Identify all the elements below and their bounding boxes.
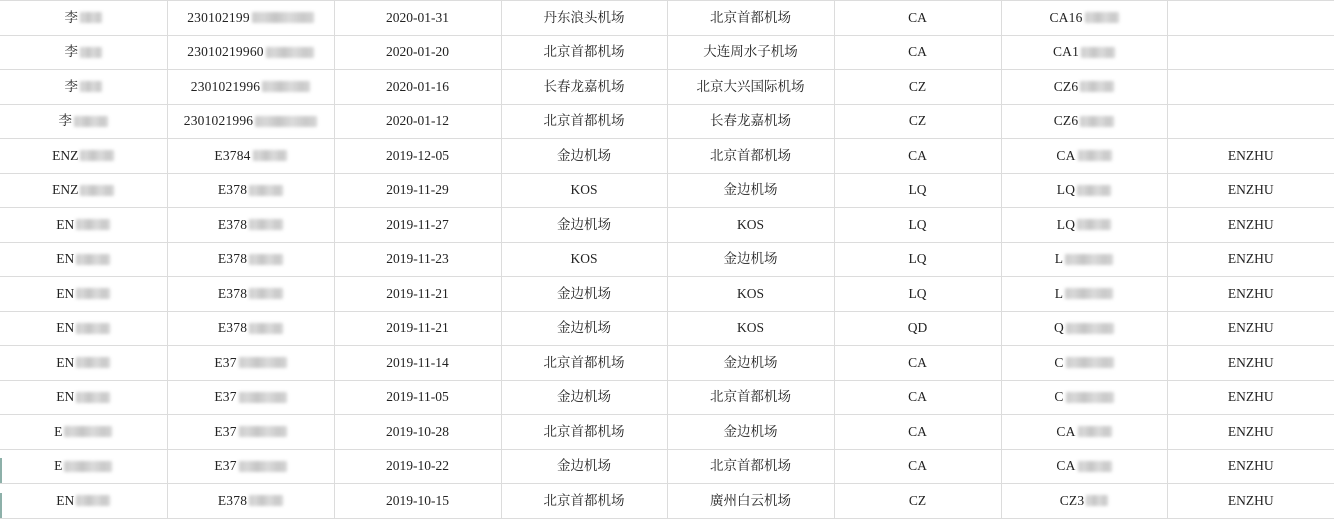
cell-name <box>0 346 167 381</box>
cell-name-text: 李 <box>64 78 78 94</box>
redaction-blur <box>76 288 110 299</box>
cell-departure-airport <box>501 1 667 36</box>
cell-arrival-airport-text: 北京首都机场 <box>710 458 791 474</box>
row-selection-marker <box>0 458 2 483</box>
cell-airline-text: CA <box>908 147 927 163</box>
table-row[interactable] <box>0 380 1334 415</box>
cell-id <box>167 311 334 346</box>
redaction-blur <box>76 219 110 230</box>
cell-airline-text: CZ <box>908 78 927 94</box>
cell-airline-text: CZ <box>908 113 927 129</box>
table-row[interactable] <box>0 208 1334 243</box>
cell-id <box>167 277 334 312</box>
redaction-blur <box>80 12 102 23</box>
cell-date <box>334 380 501 415</box>
cell-tag-text: ENZHU <box>1227 320 1274 336</box>
cell-id <box>167 104 334 139</box>
cell-flight-number-text: L <box>1054 251 1064 267</box>
cell-arrival-airport-text: 北京首都机场 <box>710 147 791 163</box>
cell-tag <box>1167 208 1334 243</box>
cell-flight-number-text: C <box>1054 389 1064 405</box>
redaction-blur <box>76 495 110 506</box>
cell-departure-airport <box>501 415 667 450</box>
cell-airline-text: CA <box>908 354 927 370</box>
cell-id-text: E37 <box>214 458 237 474</box>
cell-flight-number-text: CA <box>1056 458 1076 474</box>
redaction-blur <box>262 81 310 92</box>
cell-arrival-airport-text: 北京大兴国际机场 <box>696 78 805 94</box>
redaction-blur <box>255 116 317 127</box>
cell-flight-number <box>1001 35 1167 70</box>
cell-flight-number-text: CZ6 <box>1053 78 1079 94</box>
cell-flight-number <box>1001 173 1167 208</box>
cell-name <box>0 35 167 70</box>
redaction-blur <box>1078 461 1112 472</box>
redaction-blur <box>249 323 283 334</box>
redaction-blur <box>239 426 287 437</box>
cell-name-text: 李 <box>58 113 72 129</box>
table-row[interactable] <box>0 173 1334 208</box>
cell-flight-number-text: LQ <box>1056 216 1076 232</box>
cell-tag <box>1167 242 1334 277</box>
cell-date <box>334 346 501 381</box>
cell-name <box>0 104 167 139</box>
cell-name <box>0 484 167 519</box>
cell-id-text: E378 <box>217 320 248 336</box>
cell-name-text: 李 <box>64 9 78 25</box>
cell-arrival-airport <box>667 346 834 381</box>
cell-date-text: 2019-10-15 <box>386 492 449 508</box>
redaction-blur <box>64 461 112 472</box>
cell-tag <box>1167 139 1334 174</box>
redaction-blur <box>80 47 102 58</box>
cell-departure-airport <box>501 208 667 243</box>
table-row[interactable] <box>0 346 1334 381</box>
cell-arrival-airport-text: 金边机场 <box>723 182 778 198</box>
cell-date-text: 2019-11-27 <box>386 216 449 232</box>
table-row[interactable] <box>0 484 1334 519</box>
cell-flight-number-text: CA <box>1056 423 1076 439</box>
cell-arrival-airport-text: 金边机场 <box>723 354 778 370</box>
cell-arrival-airport <box>667 1 834 36</box>
cell-arrival-airport <box>667 173 834 208</box>
cell-airline <box>834 104 1001 139</box>
cell-arrival-airport <box>667 415 834 450</box>
cell-flight-number <box>1001 311 1167 346</box>
redaction-blur <box>76 254 110 265</box>
cell-id <box>167 139 334 174</box>
cell-flight-number-text: CA <box>1056 147 1076 163</box>
cell-departure-airport-text: 金边机场 <box>557 147 611 163</box>
cell-airline <box>834 1 1001 36</box>
table-row[interactable] <box>0 70 1334 105</box>
redaction-blur <box>64 426 112 437</box>
cell-tag <box>1167 104 1334 139</box>
cell-flight-number-text: CA1 <box>1052 44 1080 60</box>
cell-id <box>167 208 334 243</box>
cell-flight-number-text: C <box>1054 354 1064 370</box>
cell-date <box>334 70 501 105</box>
redaction-blur <box>1078 150 1112 161</box>
cell-arrival-airport <box>667 104 834 139</box>
cell-departure-airport-text: 金边机场 <box>557 285 611 301</box>
cell-tag <box>1167 311 1334 346</box>
cell-name <box>0 70 167 105</box>
cell-date <box>334 415 501 450</box>
cell-date <box>334 1 501 36</box>
cell-airline <box>834 70 1001 105</box>
cell-departure-airport <box>501 380 667 415</box>
cell-flight-number <box>1001 242 1167 277</box>
cell-airline-text: QD <box>907 320 928 336</box>
cell-name <box>0 1 167 36</box>
cell-name <box>0 242 167 277</box>
cell-id-text: E378 <box>217 182 248 198</box>
cell-flight-number <box>1001 449 1167 484</box>
cell-id <box>167 449 334 484</box>
cell-flight-number <box>1001 70 1167 105</box>
cell-airline-text: CA <box>908 458 927 474</box>
cell-id <box>167 484 334 519</box>
cell-flight-number <box>1001 208 1167 243</box>
cell-tag-text: ENZHU <box>1227 354 1274 370</box>
redaction-blur <box>1085 12 1119 23</box>
redaction-blur <box>1066 357 1114 368</box>
cell-date-text: 2019-11-21 <box>386 285 449 301</box>
cell-departure-airport-text: 金边机场 <box>557 216 611 232</box>
cell-departure-airport-text: 北京首都机场 <box>543 113 625 129</box>
cell-tag <box>1167 415 1334 450</box>
cell-arrival-airport-text: 金边机场 <box>723 423 778 439</box>
cell-departure-airport-text: KOS <box>570 251 598 267</box>
cell-tag-text: ENZHU <box>1227 182 1274 198</box>
cell-departure-airport-text: 金边机场 <box>557 320 611 336</box>
cell-flight-number-text: CA16 <box>1049 9 1083 25</box>
redaction-blur <box>239 392 287 403</box>
cell-arrival-airport <box>667 277 834 312</box>
cell-name-text: EN <box>56 320 75 336</box>
redaction-blur <box>1066 392 1114 403</box>
cell-flight-number <box>1001 104 1167 139</box>
redaction-blur <box>239 357 287 368</box>
cell-airline-text: CA <box>908 423 927 439</box>
cell-flight-number <box>1001 346 1167 381</box>
cell-flight-number-text: L <box>1054 285 1064 301</box>
cell-airline-text: LQ <box>908 216 927 232</box>
cell-id <box>167 70 334 105</box>
cell-id-text: 2301021996 <box>183 113 254 129</box>
redaction-blur <box>76 323 110 334</box>
cell-date-text: 2020-01-31 <box>386 9 449 25</box>
cell-departure-airport-text: 北京首都机场 <box>543 44 625 60</box>
cell-tag <box>1167 277 1334 312</box>
redaction-blur <box>1080 81 1114 92</box>
cell-flight-number-text: CZ6 <box>1053 113 1079 129</box>
redaction-blur <box>1077 185 1111 196</box>
cell-tag-text: ENZHU <box>1227 423 1274 439</box>
cell-id <box>167 346 334 381</box>
cell-name <box>0 208 167 243</box>
cell-arrival-airport <box>667 139 834 174</box>
cell-departure-airport-text: 北京首都机场 <box>543 354 625 370</box>
cell-departure-airport-text: 丹东浪头机场 <box>543 9 625 25</box>
cell-date <box>334 139 501 174</box>
cell-flight-number <box>1001 484 1167 519</box>
cell-tag-text: ENZHU <box>1227 147 1274 163</box>
cell-airline-text: LQ <box>908 182 927 198</box>
cell-tag-text: ENZHU <box>1227 285 1274 301</box>
cell-id-text: E378 <box>217 492 248 508</box>
row-selection-marker <box>0 493 2 518</box>
cell-arrival-airport <box>667 35 834 70</box>
redaction-blur <box>252 12 314 23</box>
cell-airline <box>834 449 1001 484</box>
cell-date-text: 2019-12-05 <box>386 147 449 163</box>
cell-flight-number <box>1001 1 1167 36</box>
cell-date-text: 2020-01-16 <box>386 78 449 94</box>
cell-date <box>334 277 501 312</box>
cell-date <box>334 104 501 139</box>
cell-departure-airport <box>501 242 667 277</box>
cell-tag <box>1167 1 1334 36</box>
cell-date-text: 2020-01-20 <box>386 44 449 60</box>
cell-tag-text: ENZHU <box>1227 251 1274 267</box>
cell-airline <box>834 484 1001 519</box>
cell-arrival-airport-text: 大连周水子机场 <box>703 44 798 60</box>
cell-name-text: EN <box>56 389 75 405</box>
redaction-blur <box>1086 495 1108 506</box>
table-row[interactable] <box>0 139 1334 174</box>
redaction-blur <box>249 219 283 230</box>
redaction-blur <box>1078 426 1112 437</box>
cell-id-text: 2301021996 <box>190 78 261 94</box>
cell-flight-number-text: Q <box>1054 320 1064 336</box>
cell-arrival-airport <box>667 70 834 105</box>
cell-date <box>334 242 501 277</box>
cell-flight-number <box>1001 139 1167 174</box>
cell-airline <box>834 208 1001 243</box>
redaction-blur <box>80 185 114 196</box>
cell-id-text: 230102199 <box>187 9 250 25</box>
redaction-blur <box>80 150 114 161</box>
redaction-blur <box>76 392 110 403</box>
cell-id-text: 23010219960 <box>187 44 264 60</box>
cell-date-text: 2019-10-28 <box>386 423 449 439</box>
cell-departure-airport <box>501 104 667 139</box>
redaction-blur <box>80 81 102 92</box>
cell-tag <box>1167 70 1334 105</box>
redaction-blur <box>1077 219 1111 230</box>
cell-name <box>0 449 167 484</box>
cell-departure-airport <box>501 70 667 105</box>
cell-name <box>0 415 167 450</box>
cell-id <box>167 35 334 70</box>
cell-date-text: 2019-10-22 <box>386 458 449 474</box>
redaction-blur <box>266 47 314 58</box>
table-row[interactable] <box>0 311 1334 346</box>
cell-id <box>167 242 334 277</box>
cell-tag-text: ENZHU <box>1227 216 1274 232</box>
cell-arrival-airport <box>667 449 834 484</box>
cell-id-text: E378 <box>217 251 248 267</box>
cell-id-text: E378 <box>217 285 248 301</box>
cell-id <box>167 173 334 208</box>
redaction-blur <box>76 357 110 368</box>
table-row[interactable] <box>0 1 1334 36</box>
table-body <box>0 1 1334 519</box>
cell-date-text: 2019-11-23 <box>386 251 449 267</box>
cell-airline-text: CZ <box>908 492 927 508</box>
cell-airline-text: LQ <box>908 251 927 267</box>
redaction-blur <box>1081 47 1115 58</box>
cell-departure-airport-text: 北京首都机场 <box>543 492 625 508</box>
cell-airline <box>834 311 1001 346</box>
cell-airline <box>834 173 1001 208</box>
cell-arrival-airport <box>667 311 834 346</box>
cell-name <box>0 139 167 174</box>
cell-departure-airport-text: KOS <box>570 182 598 198</box>
cell-id-text: E37 <box>214 423 237 439</box>
table-row[interactable] <box>0 35 1334 70</box>
table-row[interactable] <box>0 242 1334 277</box>
cell-airline <box>834 242 1001 277</box>
redaction-blur <box>249 288 283 299</box>
redaction-blur <box>249 254 283 265</box>
cell-date <box>334 208 501 243</box>
cell-departure-airport <box>501 277 667 312</box>
cell-flight-number-text: LQ <box>1056 182 1076 198</box>
cell-arrival-airport-text: 金边机场 <box>723 251 778 267</box>
redaction-blur <box>239 461 287 472</box>
cell-tag <box>1167 449 1334 484</box>
cell-arrival-airport-text: KOS <box>736 320 764 336</box>
table-row[interactable] <box>0 415 1334 450</box>
table-row[interactable] <box>0 449 1334 484</box>
cell-tag <box>1167 484 1334 519</box>
cell-name-text: EN <box>56 251 75 267</box>
cell-airline-text: CA <box>908 9 927 25</box>
redaction-blur <box>1065 288 1113 299</box>
cell-name <box>0 173 167 208</box>
cell-tag-text: ENZHU <box>1227 458 1274 474</box>
cell-departure-airport <box>501 346 667 381</box>
redaction-blur <box>249 185 283 196</box>
cell-name-text: EN <box>56 354 75 370</box>
cell-flight-number-text: CZ3 <box>1059 492 1085 508</box>
cell-id <box>167 380 334 415</box>
cell-tag-text: ENZHU <box>1227 492 1274 508</box>
cell-departure-airport <box>501 35 667 70</box>
cell-arrival-airport-text: 廣州白云机场 <box>710 492 791 508</box>
cell-departure-airport <box>501 449 667 484</box>
redaction-blur <box>74 116 108 127</box>
cell-name-text: ENZ <box>52 182 79 198</box>
cell-airline-text: LQ <box>908 285 927 301</box>
cell-arrival-airport <box>667 242 834 277</box>
redaction-blur <box>1066 323 1114 334</box>
cell-arrival-airport <box>667 380 834 415</box>
cell-name-text: EN <box>56 492 75 508</box>
cell-tag <box>1167 380 1334 415</box>
cell-airline-text: CA <box>908 389 927 405</box>
cell-departure-airport <box>501 484 667 519</box>
cell-arrival-airport-text: KOS <box>736 285 764 301</box>
cell-name-text: E <box>54 458 63 474</box>
cell-airline <box>834 277 1001 312</box>
cell-date-text: 2019-11-05 <box>386 389 449 405</box>
cell-departure-airport <box>501 139 667 174</box>
table-row[interactable] <box>0 104 1334 139</box>
redaction-blur <box>253 150 287 161</box>
cell-arrival-airport-text: 长春龙嘉机场 <box>710 113 791 129</box>
cell-tag <box>1167 35 1334 70</box>
redaction-blur <box>1065 254 1113 265</box>
cell-departure-airport <box>501 173 667 208</box>
cell-date-text: 2020-01-12 <box>386 113 449 129</box>
cell-id-text: E3784 <box>214 147 251 163</box>
cell-name <box>0 311 167 346</box>
cell-flight-number <box>1001 277 1167 312</box>
cell-id-text: E37 <box>214 389 237 405</box>
cell-airline-text: CA <box>908 44 927 60</box>
cell-departure-airport-text: 金边机场 <box>557 389 611 405</box>
cell-departure-airport-text: 金边机场 <box>557 458 611 474</box>
cell-date-text: 2019-11-21 <box>386 320 449 336</box>
cell-name <box>0 380 167 415</box>
cell-date <box>334 484 501 519</box>
cell-tag <box>1167 173 1334 208</box>
table-row[interactable] <box>0 277 1334 312</box>
cell-arrival-airport-text: 北京首都机场 <box>710 389 791 405</box>
cell-airline <box>834 139 1001 174</box>
cell-arrival-airport-text: 北京首都机场 <box>710 9 791 25</box>
cell-id <box>167 415 334 450</box>
cell-arrival-airport <box>667 208 834 243</box>
cell-departure-airport-text: 北京首都机场 <box>543 423 625 439</box>
cell-name-text: EN <box>56 285 75 301</box>
cell-flight-number <box>1001 380 1167 415</box>
cell-airline <box>834 346 1001 381</box>
cell-id-text: E378 <box>217 216 248 232</box>
cell-date-text: 2019-11-29 <box>386 182 449 198</box>
cell-date-text: 2019-11-14 <box>386 354 449 370</box>
cell-date <box>334 173 501 208</box>
cell-date <box>334 311 501 346</box>
cell-arrival-airport <box>667 484 834 519</box>
cell-name-text: 李 <box>64 44 78 60</box>
cell-id <box>167 1 334 36</box>
cell-date <box>334 35 501 70</box>
cell-name-text: E <box>54 423 63 439</box>
cell-arrival-airport-text: KOS <box>736 216 764 232</box>
cell-tag-text: ENZHU <box>1227 389 1274 405</box>
cell-name <box>0 277 167 312</box>
cell-name-text: EN <box>56 216 75 232</box>
cell-airline <box>834 35 1001 70</box>
cell-tag <box>1167 346 1334 381</box>
cell-name-text: ENZ <box>52 147 79 163</box>
cell-departure-airport <box>501 311 667 346</box>
cell-date <box>334 449 501 484</box>
redaction-blur <box>249 495 283 506</box>
cell-airline <box>834 415 1001 450</box>
cell-departure-airport-text: 长春龙嘉机场 <box>543 78 625 94</box>
cell-airline <box>834 380 1001 415</box>
redaction-blur <box>1080 116 1114 127</box>
cell-flight-number <box>1001 415 1167 450</box>
cell-id-text: E37 <box>214 354 237 370</box>
